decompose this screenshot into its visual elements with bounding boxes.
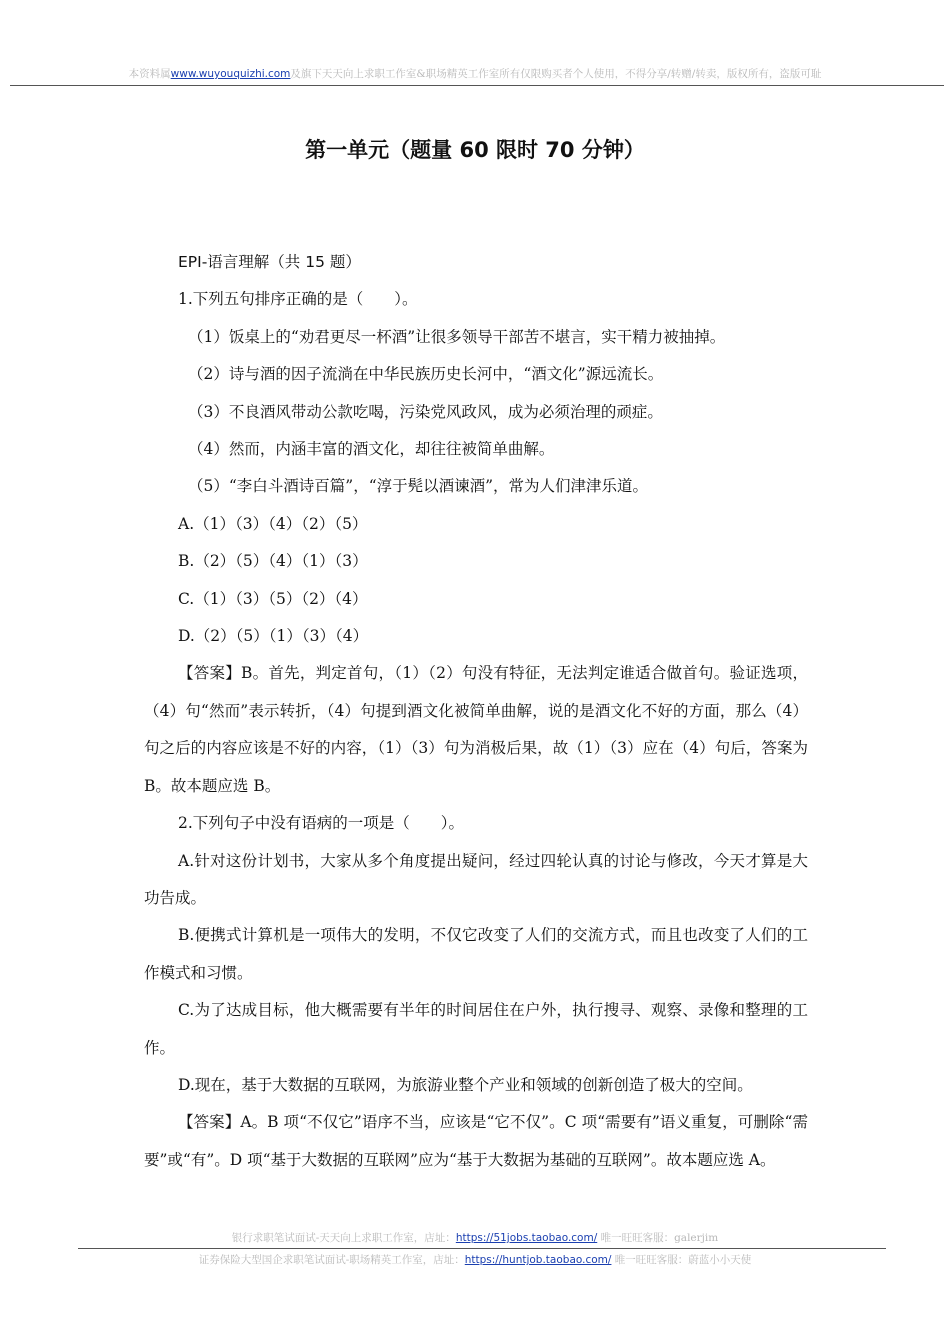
footer-line-2 — [0, 1252, 950, 1267]
question-2-option-a: A.针对这份计划书，大家从多个角度提出疑问，经过四轮认真的讨论与修改，今天才算是大功告成。 — [144, 851, 808, 907]
question-1-option-c: C.（1）（3）（5）（2）（4） — [178, 589, 368, 608]
footer-line-2-link[interactable]: https://huntjob.taobao.com/ — [464, 1254, 612, 1266]
section-heading: EPI-语言理解（共 15 题） — [178, 253, 361, 271]
question-2-answer — [144, 1104, 808, 1179]
question-1-sentence: （5）“李白斗酒诗百篇”，“淳于髡以酒谏酒”，常为人们津津乐道。 — [188, 477, 649, 496]
page-header — [0, 66, 950, 81]
header-prefix: 本资料属 — [128, 68, 171, 80]
question-1-answer — [144, 655, 808, 805]
question-1-sentence: （3）不良酒风带动公款吃喝，污染党风政风，成为必须治理的顽症。 — [188, 402, 663, 421]
answer-label: 【答案】 — [178, 1113, 241, 1132]
question-1-sentence: （2）诗与酒的因子流淌在中华民族历史长河中，“酒文化”源远流长。 — [188, 365, 664, 384]
question-1-stem: 1.下列五句排序正确的是（ ）。 — [178, 290, 418, 309]
document-body — [144, 244, 808, 1179]
header-suffix: 及旗下天天向上求职工作室&职场精英工作室所有仅限购买者个人使用，不得分享/转赠/转卖，版权所有，盗版可耻 — [290, 68, 822, 80]
answer-text: A。B 项“不仅它”语序不当，应该是“它不仅”。C 项“需要有”语义重复，可删除“需要”或“有”。D 项“基于大数据的互联网”应为“基于大数据为基础的互联网”。故本题应选 A。 — [144, 1113, 808, 1169]
answer-text: B。首先，判定首句，（1）（2）句没有特征，无法判定谁适合做首句。验证选项，（4）句“然而”表示转折，（4）句提到酒文化被简单曲解，说的是酒文化不好的方面，那么（4）句之后的内容应该是不好的内容，（1）（3）句为消极后果，故（1）（3）应在（4）句后，答案为 B。故本题应选 B。 — [144, 664, 808, 795]
footer-line-2-prefix: 证券保险大型国企求职笔试面试-职场精英工作室，店址： — [198, 1254, 465, 1266]
header-rule — [10, 85, 944, 86]
question-2-option-c: C.为了达成目标，他大概需要有半年的时间居住在户外，执行搜寻、观察、录像和整理的工作。 — [144, 1001, 808, 1057]
question-1-option-a: A.（1）（3）（4）（2）（5） — [178, 514, 368, 533]
question-1-sentence: （1）饭桌上的“劝君更尽一杯酒”让很多领导干部苦不堪言，实干精力被抽掉。 — [188, 327, 726, 346]
footer-line-1-link[interactable]: https://51jobs.taobao.com/ — [455, 1232, 598, 1244]
question-2-option-b: B.便携式计算机是一项伟大的发明，不仅它改变了人们的交流方式，而且也改变了人们的工作模式和习惯。 — [144, 926, 808, 982]
footer-line-1-suffix: 唯一旺旺客服：galerjim — [597, 1232, 719, 1244]
question-1-option-b: B.（2）（5）（4）（1）（3） — [178, 552, 368, 571]
question-2-option-d: D.现在，基于大数据的互联网，为旅游业整个产业和领域的创新创造了极大的空间。 — [178, 1075, 753, 1094]
footer-line-1-prefix: 银行求职笔试面试-天天向上求职工作室，店址： — [231, 1232, 456, 1244]
question-1-option-d: D.（2）（5）（1）（3）（4） — [178, 627, 369, 646]
footer-line-1 — [0, 1230, 950, 1245]
question-2-stem: 2.下列句子中没有语病的一项是（ ）。 — [178, 814, 465, 833]
header-link[interactable]: www.wuyouquizhi.com — [170, 68, 291, 80]
answer-label: 【答案】 — [178, 664, 241, 683]
footer-line-2-suffix: 唯一旺旺客服：蔚蓝小小天使 — [611, 1254, 752, 1266]
question-1-sentence: （4）然而，内涵丰富的酒文化，却往往被简单曲解。 — [188, 440, 555, 459]
footer-rule — [78, 1248, 886, 1249]
page-title: 第一单元（题量 60 限时 70 分钟） — [305, 138, 645, 162]
